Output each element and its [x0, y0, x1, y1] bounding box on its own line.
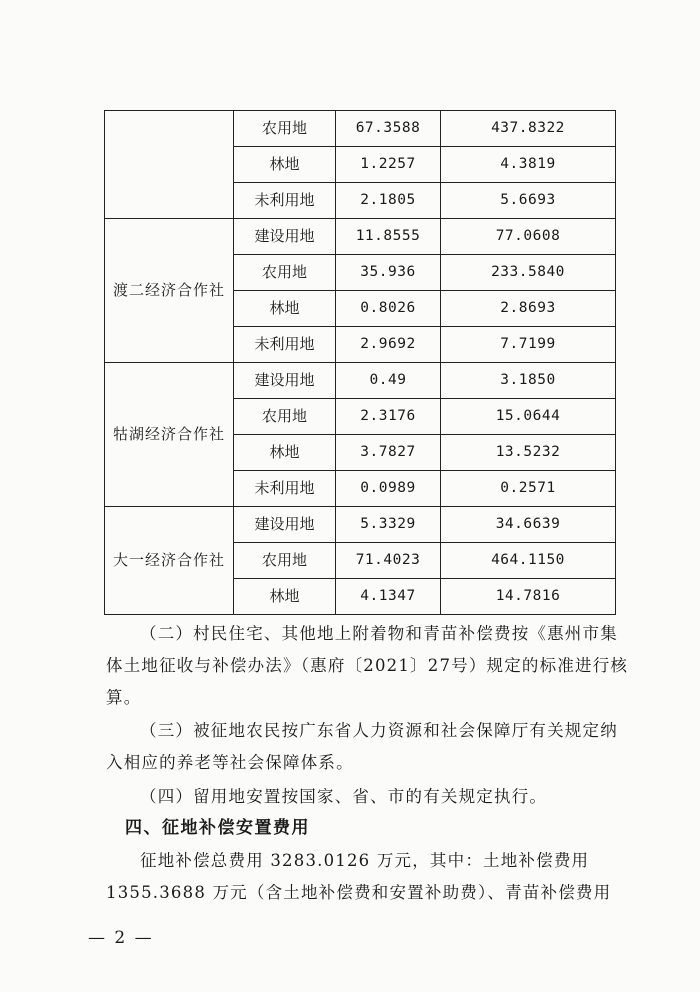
- area-cell: 4.1347: [336, 579, 441, 615]
- area-cell: 2.9692: [336, 327, 441, 363]
- amount-cell: 77.0608: [441, 219, 616, 255]
- section-heading: 四、征地补偿安置费用: [125, 818, 310, 838]
- area-cell: 3.7827: [336, 435, 441, 471]
- area-cell: 2.3176: [336, 399, 441, 435]
- amount-cell: 233.5840: [441, 255, 616, 291]
- table-row: [105, 219, 616, 255]
- amount-cell: 0.2571: [441, 471, 616, 507]
- amount-cell: 4.3819: [441, 147, 616, 183]
- area-cell: 71.4023: [336, 543, 441, 579]
- area-cell: 11.8555: [336, 219, 441, 255]
- page-number: — 2 —: [88, 928, 154, 948]
- land-type-cell: 建设用地: [234, 219, 336, 255]
- area-cell: 0.0989: [336, 471, 441, 507]
- area-cell: 0.49: [336, 363, 441, 399]
- table-row: [105, 111, 616, 147]
- amount-cell: 5.6693: [441, 183, 616, 219]
- land-type-cell: 未利用地: [234, 327, 336, 363]
- area-cell: 35.936: [336, 255, 441, 291]
- amount-cell: 2.8693: [441, 291, 616, 327]
- land-type-cell: 农用地: [234, 255, 336, 291]
- land-type-cell: 林地: [234, 579, 336, 615]
- compensation-table: [104, 110, 616, 615]
- cooperative-name-cell: 渡二经济合作社: [105, 219, 234, 363]
- paragraph-housing-compensation: （二）村民住宅、其他地上附着物和青苗补偿费按《惠州市集体土地征收与补偿办法》（惠府〔2021〕27号）规定的标准进行核算。: [106, 624, 629, 707]
- amount-cell: 13.5232: [441, 435, 616, 471]
- amount-cell: 15.0644: [441, 399, 616, 435]
- amount-cell: 3.1850: [441, 363, 616, 399]
- cooperative-name-cell: 大一经济合作社: [105, 507, 234, 615]
- table-row: [105, 363, 616, 399]
- cooperative-name-cell: 牯湖经济合作社: [105, 363, 234, 507]
- amount-cell: 437.8322: [441, 111, 616, 147]
- paragraph-total-cost: 征地补偿总费用 3283.0126 万元，其中：土地补偿费用1355.3688 万元（含土地补偿费和安置补助费）、青苗补偿费用: [106, 851, 612, 902]
- land-type-cell: 林地: [234, 147, 336, 183]
- amount-cell: 34.6639: [441, 507, 616, 543]
- amount-cell: 7.7199: [441, 327, 616, 363]
- land-type-cell: 农用地: [234, 111, 336, 147]
- land-type-cell: 未利用地: [234, 183, 336, 219]
- land-type-cell: 林地: [234, 291, 336, 327]
- amount-cell: 14.7816: [441, 579, 616, 615]
- paragraph-reserved-land: （四）留用地安置按国家、省、市的有关规定执行。: [140, 787, 548, 806]
- table-row: [105, 507, 616, 543]
- land-type-cell: 农用地: [234, 543, 336, 579]
- area-cell: 67.3588: [336, 111, 441, 147]
- amount-cell: 464.1150: [441, 543, 616, 579]
- land-type-cell: 建设用地: [234, 363, 336, 399]
- land-type-cell: 建设用地: [234, 507, 336, 543]
- area-cell: 1.2257: [336, 147, 441, 183]
- paragraph-social-security: （三）被征地农民按广东省人力资源和社会保障厅有关规定纳入相应的养老等社会保障体系。: [106, 721, 618, 772]
- land-type-cell: 农用地: [234, 399, 336, 435]
- land-type-cell: 未利用地: [234, 471, 336, 507]
- land-type-cell: 林地: [234, 435, 336, 471]
- area-cell: 0.8026: [336, 291, 441, 327]
- area-cell: 5.3329: [336, 507, 441, 543]
- area-cell: 2.1805: [336, 183, 441, 219]
- cooperative-name-cell: [105, 111, 234, 219]
